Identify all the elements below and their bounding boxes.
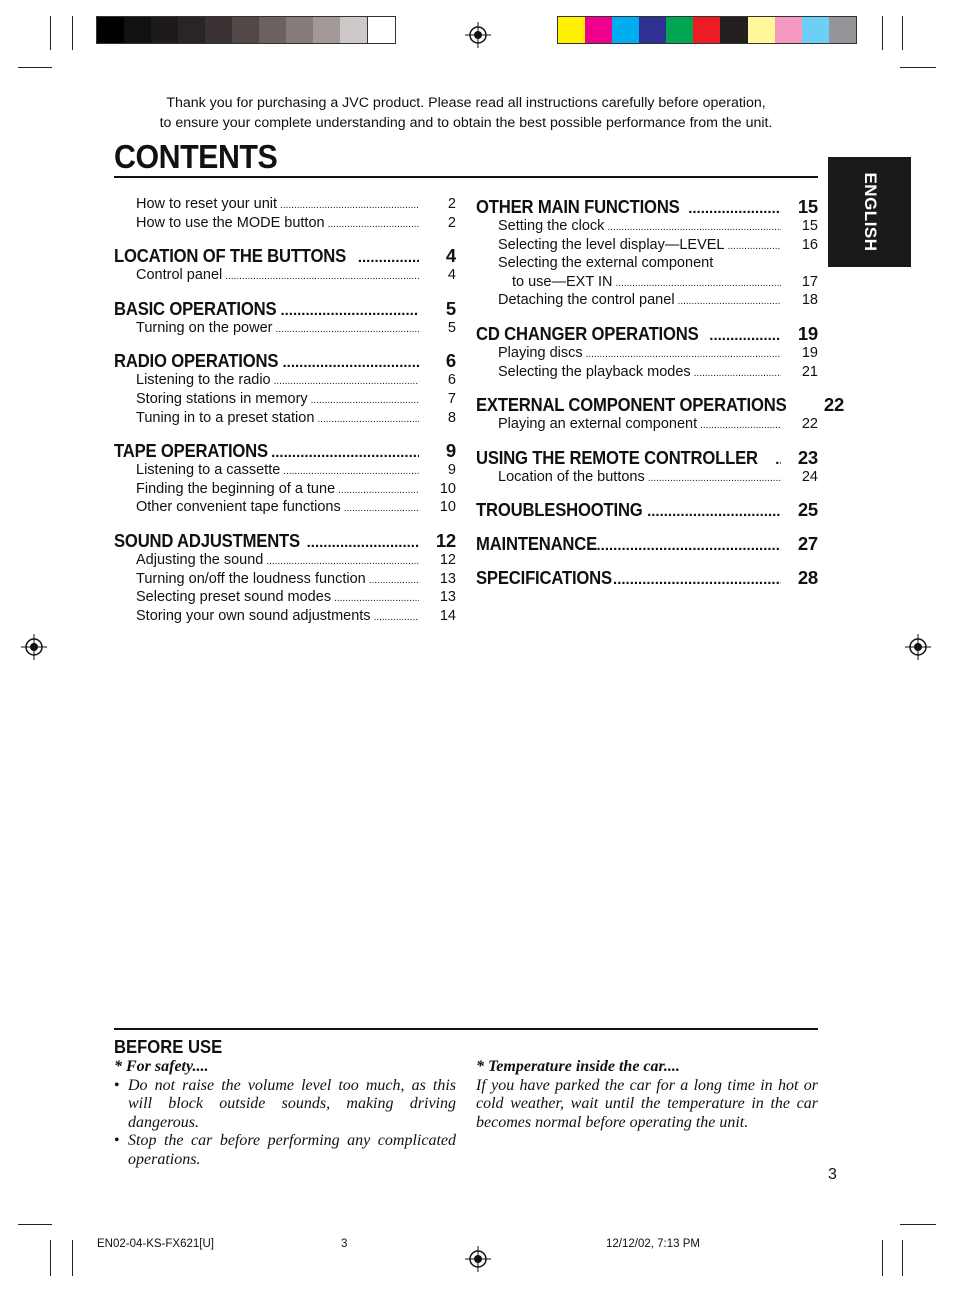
- dot-leader: [700, 420, 781, 431]
- toc-item: [114, 215, 456, 234]
- dot-leader: [344, 503, 419, 514]
- toc-item-label: Selecting the playback modes: [498, 363, 691, 380]
- toc-item-label: Listening to a cassette: [136, 462, 281, 479]
- toc-heading-label: OTHER MAIN FUNCTIONS: [476, 196, 680, 217]
- toc-heading-page: 15: [797, 196, 818, 217]
- color-swatch: [232, 17, 259, 43]
- toc-item: [114, 589, 456, 608]
- toc-item: [114, 196, 456, 215]
- toc-item: [114, 410, 456, 429]
- toc-item-label: Adjusting the sound: [136, 551, 264, 568]
- gray-calibration-bar: [96, 16, 396, 44]
- toc-heading-page: 28: [797, 567, 818, 589]
- color-swatch: [97, 17, 124, 43]
- toc-item: [476, 364, 818, 383]
- toc-heading-page: 4: [445, 245, 456, 267]
- temperature-section: [476, 1058, 818, 1132]
- toc-heading-label: LOCATION OF THE BUTTONS: [114, 245, 347, 267]
- dot-leader: [678, 296, 781, 307]
- toc-heading-label: TAPE OPERATIONS: [114, 440, 268, 462]
- toc-heading-label: EXTERNAL COMPONENT OPERATIONS: [476, 394, 787, 416]
- toc-heading-label: SPECIFICATIONS: [476, 567, 612, 589]
- dot-leader: [688, 200, 781, 217]
- footer-file: EN02-04-KS-FX621[U]: [97, 1238, 214, 1250]
- dot-leader: [358, 249, 419, 266]
- toc-item-page: 15: [801, 218, 818, 234]
- dot-leader: [280, 302, 419, 319]
- toc-item-label: How to use the MODE button: [136, 214, 325, 231]
- color-swatch: [124, 17, 151, 43]
- dot-leader: [369, 575, 419, 586]
- color-swatch: [612, 17, 639, 43]
- color-swatch: [720, 17, 747, 43]
- color-swatch: [666, 17, 693, 43]
- toc-item: [476, 292, 818, 311]
- toc-item: [114, 608, 456, 627]
- toc-item: [476, 255, 818, 274]
- toc-section: [114, 298, 456, 339]
- dot-leader: [338, 485, 419, 496]
- color-swatch: [585, 17, 612, 43]
- toc-heading-label: CD CHANGER OPERATIONS: [476, 322, 699, 344]
- dot-leader: [271, 444, 419, 461]
- registration-mark-icon: [465, 1246, 491, 1272]
- toc-item-page: 24: [801, 468, 818, 485]
- toc-item-label: Control panel: [136, 267, 223, 284]
- toc-section: [476, 447, 818, 488]
- language-tab: [828, 157, 911, 267]
- toc-item-label: Selecting the level display—LEVEL: [498, 236, 725, 253]
- toc-item-label: Turning on/off the loudness function: [136, 570, 366, 587]
- toc-heading-page: 9: [445, 440, 456, 462]
- color-swatch: [367, 17, 395, 43]
- toc-item-label: Selecting preset sound modes: [136, 589, 332, 606]
- toc-item: [476, 469, 818, 488]
- toc-heading: [114, 298, 456, 320]
- toc-item-page: 5: [447, 319, 456, 336]
- toc-section: [476, 196, 818, 311]
- toc-heading: [476, 323, 818, 345]
- toc-item-page: 2: [447, 214, 456, 231]
- toc-item-page: 19: [801, 344, 818, 361]
- toc-item: [476, 274, 818, 293]
- dot-leader: [728, 241, 782, 252]
- toc-heading: [114, 530, 456, 552]
- toc-heading-page: 12: [435, 529, 456, 551]
- toc-item-page: 7: [447, 390, 456, 407]
- toc-item: [114, 372, 456, 391]
- toc-item-label: to use—EXT IN: [512, 273, 613, 290]
- toc-heading: [114, 350, 456, 372]
- toc-item-label: Finding the beginning of a tune: [136, 480, 336, 497]
- toc-heading-page: 27: [797, 533, 818, 555]
- color-swatch: [178, 17, 205, 43]
- color-swatch: [205, 17, 232, 43]
- toc-item-page: 6: [447, 372, 456, 389]
- dot-leader: [280, 200, 419, 211]
- toc-item-label: Selecting the external component: [498, 255, 714, 272]
- toc-heading-label: RADIO OPERATIONS: [114, 350, 279, 372]
- toc-item-label: Storing your own sound adjustments: [136, 607, 371, 624]
- language-tab-label: ENGLISH: [860, 172, 880, 252]
- dot-leader: [334, 593, 419, 604]
- safety-item-text: Do not raise the volume level too much, as this will block outside sounds, making driving dangerous.: [128, 1076, 456, 1131]
- toc-section: [114, 196, 456, 233]
- toc-item-page: 17: [801, 273, 818, 290]
- toc-heading: [476, 533, 818, 555]
- color-swatch: [286, 17, 313, 43]
- toc-left-column: [114, 184, 456, 626]
- toc-item-page: 8: [447, 409, 456, 426]
- dot-leader: [607, 222, 781, 233]
- toc-section: [114, 350, 456, 428]
- intro-text: [114, 94, 818, 133]
- dot-leader: [276, 324, 420, 335]
- toc-item-page: 9: [447, 462, 456, 479]
- page-number: 3: [828, 1166, 837, 1183]
- toc-item-page: 16: [801, 236, 818, 253]
- color-calibration-bar: [557, 16, 857, 44]
- dot-leader: [647, 503, 781, 520]
- dot-leader: [648, 473, 781, 484]
- toc-item: [476, 416, 818, 435]
- dot-leader: [307, 534, 419, 551]
- color-swatch: [693, 17, 720, 43]
- toc-heading-page: 23: [797, 446, 818, 468]
- color-swatch: [340, 17, 367, 43]
- dot-leader: [283, 354, 420, 371]
- toc-item-page: 13: [439, 570, 456, 587]
- toc-heading: [476, 196, 818, 218]
- toc-section: [476, 533, 818, 555]
- toc-item-label: Detaching the control panel: [498, 292, 675, 309]
- toc-item-page: 10: [439, 499, 456, 516]
- intro-line-2: to ensure your complete understanding and to obtain the best possible performance from the unit.: [159, 114, 773, 131]
- toc-item: [476, 237, 818, 256]
- color-swatch: [259, 17, 286, 43]
- toc-section: [114, 440, 456, 518]
- toc-item-page: 21: [801, 363, 818, 380]
- toc-item-page: 13: [439, 589, 456, 606]
- registration-mark-icon: [905, 634, 931, 660]
- toc-heading-page: 5: [445, 297, 456, 319]
- color-swatch: [802, 17, 829, 43]
- toc-item-label: Setting the clock: [498, 218, 605, 234]
- dot-leader: [597, 537, 782, 554]
- toc-heading: [476, 567, 818, 589]
- temperature-heading: * Temperature inside the car....: [476, 1058, 680, 1075]
- toc-item: [114, 462, 456, 481]
- toc-heading-label: USING THE REMOTE CONTROLLER: [476, 446, 758, 468]
- toc-item-page: 22: [801, 416, 818, 433]
- toc-section: [114, 530, 456, 626]
- color-swatch: [748, 17, 775, 43]
- toc-heading: [476, 394, 845, 416]
- toc-heading-label: TROUBLESHOOTING: [476, 499, 643, 521]
- before-use-heading: BEFORE USE: [114, 1036, 223, 1057]
- toc-item: [114, 391, 456, 410]
- dot-leader: [225, 271, 419, 282]
- toc-item-label: Listening to the radio: [136, 372, 271, 389]
- toc-item-label: Other convenient tape functions: [136, 499, 341, 516]
- color-swatch: [151, 17, 178, 43]
- toc-item-page: 10: [439, 480, 456, 497]
- registration-mark-icon: [21, 634, 47, 660]
- toc-item: [114, 552, 456, 571]
- toc-heading: [114, 245, 456, 267]
- toc-item-page: 4: [447, 267, 456, 284]
- toc-item-label: Playing an external component: [498, 416, 698, 433]
- toc-section: [476, 567, 818, 589]
- toc-section: [114, 245, 456, 286]
- toc-item-page: 2: [447, 196, 456, 212]
- dot-leader: [694, 368, 781, 379]
- toc-item: [114, 267, 456, 286]
- safety-item-text: Stop the car before performing any complicated operations.: [128, 1132, 456, 1168]
- toc-section: [476, 499, 818, 521]
- dot-leader: [775, 451, 781, 468]
- color-swatch: [313, 17, 340, 43]
- dot-leader: [615, 278, 781, 289]
- before-use-rule: [114, 1028, 818, 1030]
- toc-section: [476, 394, 845, 435]
- toc-item-page: 14: [439, 607, 456, 624]
- dot-leader: [283, 466, 419, 477]
- dot-leader: [374, 612, 419, 623]
- toc-heading: [476, 499, 818, 521]
- toc-heading: [114, 440, 456, 462]
- toc-heading-page: 22: [823, 394, 845, 416]
- color-swatch: [775, 17, 802, 43]
- registration-mark-icon: [465, 22, 491, 48]
- toc-item-page: 18: [801, 292, 818, 309]
- intro-line-1: Thank you for purchasing a JVC product. Please read all instructions carefully before operation,: [166, 95, 766, 111]
- toc-item: [476, 218, 818, 237]
- toc-item-label: Playing discs: [498, 344, 583, 361]
- color-swatch: [558, 17, 585, 43]
- toc-heading-label: SOUND ADJUSTMENTS: [114, 529, 300, 551]
- toc-heading: [476, 447, 818, 469]
- dot-leader: [317, 414, 419, 425]
- toc-heading-label: MAINTENANCE: [476, 533, 598, 555]
- toc-item: [476, 345, 818, 364]
- toc-item: [114, 481, 456, 500]
- toc-item-label: How to reset your unit: [136, 196, 278, 212]
- dot-leader: [274, 376, 419, 387]
- color-swatch: [829, 17, 856, 43]
- toc-item-label: Tuning in to a preset station: [136, 409, 315, 426]
- temperature-text: If you have parked the car for a long time in hot or cold weather, wait until the temperature in the car becomes normal before operating the unit.: [476, 1076, 818, 1131]
- safety-item: • Do not raise the volume level too much, as this will block outside sounds, making driving dangerous.: [114, 1076, 456, 1131]
- dot-leader: [311, 395, 419, 406]
- toc-item-label: Storing stations in memory: [136, 390, 308, 407]
- dot-leader: [586, 349, 781, 360]
- dot-leader: [266, 556, 419, 567]
- footer-date: 12/12/02, 7:13 PM: [606, 1238, 700, 1250]
- toc-item-page: 12: [439, 551, 456, 568]
- dot-leader: [709, 327, 781, 344]
- toc-item: [114, 320, 456, 339]
- toc-section: [476, 323, 818, 382]
- toc-item: [114, 571, 456, 590]
- footer-sheet: 3: [341, 1238, 348, 1250]
- safety-heading: * For safety....: [114, 1058, 209, 1075]
- color-swatch: [639, 17, 666, 43]
- toc-heading-label: BASIC OPERATIONS: [114, 297, 277, 319]
- safety-section: [114, 1058, 456, 1169]
- safety-item: • Stop the car before performing any complicated operations.: [114, 1132, 456, 1168]
- toc-right-column: [476, 184, 845, 592]
- toc-item: [114, 499, 456, 518]
- title-rule: [114, 176, 818, 178]
- dot-leader: [613, 571, 781, 588]
- toc-item-label: Location of the buttons: [498, 468, 645, 485]
- page-title: CONTENTS: [114, 138, 278, 175]
- toc-item-label: Turning on the power: [136, 319, 273, 336]
- toc-heading-page: 6: [445, 350, 456, 372]
- toc-heading-page: 25: [797, 499, 818, 521]
- toc-heading-page: 19: [797, 322, 818, 344]
- dot-leader: [328, 219, 419, 230]
